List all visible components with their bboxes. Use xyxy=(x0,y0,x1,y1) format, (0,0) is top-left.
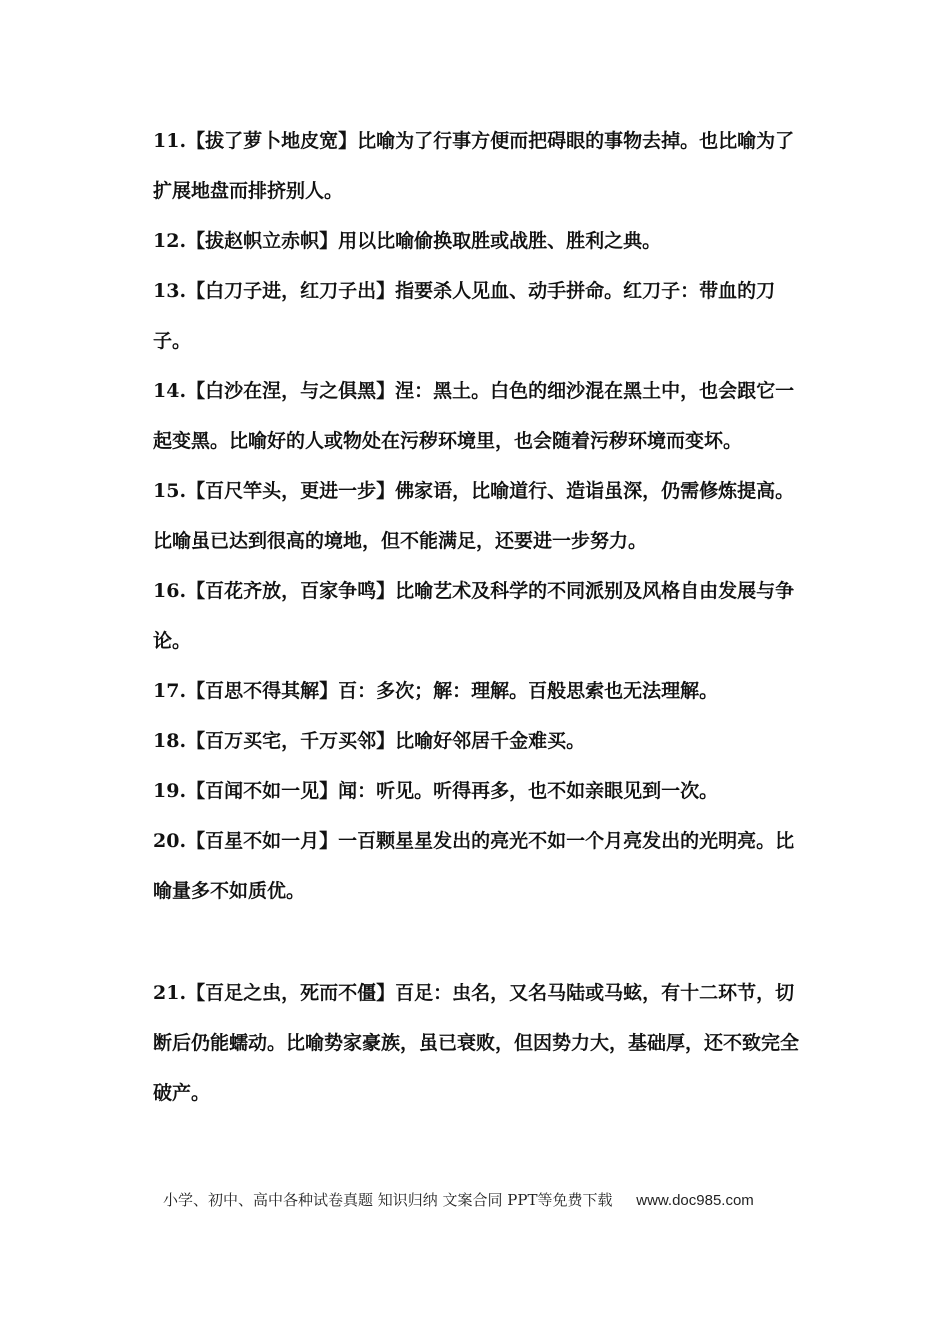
entry-text: 【百闻不如一见】闻：听见。听得再多，也不如亲眼见到一次。 xyxy=(186,780,719,802)
idiom-entry xyxy=(153,266,813,366)
idiom-entry xyxy=(153,666,813,716)
entry-number: 19. xyxy=(153,780,187,802)
entry-number: 16. xyxy=(153,580,187,602)
entry-number: 17. xyxy=(153,680,187,702)
entry-number: 13. xyxy=(153,280,187,302)
entry-text: 【百万买宅，千万买邻】比喻好邻居千金难买。 xyxy=(186,730,586,752)
entry-number: 11. xyxy=(153,130,187,152)
idiom-entry xyxy=(153,466,813,566)
section-gap xyxy=(153,916,813,968)
entry-text: 【白沙在涅，与之俱黑】涅：黑土。白色的细沙混在黑土中，也会跟它一起变黑。比喻好的人或物处在污秽环境里，也会随着污秽环境而变坏。 xyxy=(153,380,795,452)
page-footer xyxy=(163,1189,803,1210)
entries-group-11-20 xyxy=(153,116,813,916)
footer-url: www.doc985.com xyxy=(636,1192,754,1209)
idiom-entry xyxy=(153,816,813,916)
entry-text: 【拔赵帜立赤帜】用以比喻偷换取胜或战胜、胜利之典。 xyxy=(186,230,662,252)
entry-text: 【百花齐放，百家争鸣】比喻艺术及科学的不同派别及风格自由发展与争论。 xyxy=(153,580,795,652)
footer-text: 小学、初中、高中各种试卷真题 知识归纳 文案合同 PPT等免费下载 xyxy=(163,1191,613,1209)
idiom-entry xyxy=(153,716,813,766)
entry-text: 【拔了萝卜地皮宽】比喻为了行事方便而把碍眼的事物去掉。也比喻为了扩展地盘而排挤别人。 xyxy=(153,130,795,202)
entry-text: 【百尺竿头，更进一步】佛家语，比喻道行、造诣虽深，仍需修炼提高。比喻虽已达到很高的境地，但不能满足，还要进一步努力。 xyxy=(153,480,795,552)
idiom-entry xyxy=(153,766,813,816)
idiom-entry xyxy=(153,216,813,266)
entries-list xyxy=(153,116,813,1118)
entry-number: 20. xyxy=(153,830,187,852)
entry-number: 12. xyxy=(153,230,187,252)
entry-number: 14. xyxy=(153,380,187,402)
entry-number: 15. xyxy=(153,480,187,502)
idiom-entry xyxy=(153,366,813,466)
entry-text: 【白刀子进，红刀子出】指要杀人见血、动手拼命。红刀子：带血的刀子。 xyxy=(153,280,776,352)
entry-text: 【百足之虫，死而不僵】百足：虫名，又名马陆或马蚿，有十二环节，切断后仍能蠕动。比喻势家豪族，虽已衰败，但因势力大，基础厚，还不致完全破产。 xyxy=(153,982,800,1104)
entry-text: 【百思不得其解】百：多次；解：理解。百般思索也无法理解。 xyxy=(186,680,719,702)
idiom-entry xyxy=(153,968,813,1118)
entry-number: 21. xyxy=(153,982,187,1004)
entries-group-21 xyxy=(153,968,813,1118)
idiom-entry xyxy=(153,566,813,666)
entry-text: 【百星不如一月】一百颗星星发出的亮光不如一个月亮发出的光明亮。比喻量多不如质优。 xyxy=(153,830,795,902)
entry-number: 18. xyxy=(153,730,187,752)
idiom-entry xyxy=(153,116,813,216)
